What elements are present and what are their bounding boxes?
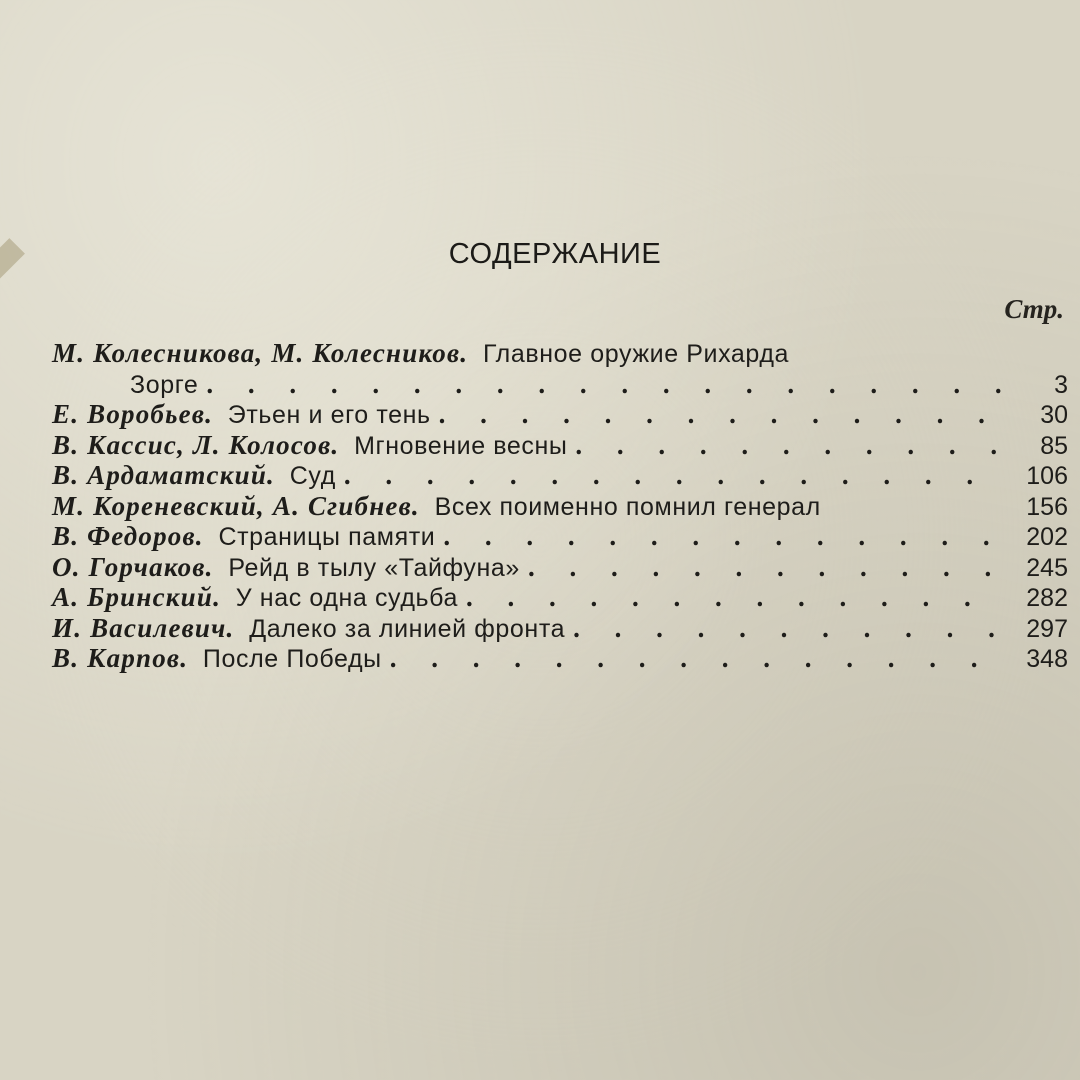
dot-leader — [390, 643, 1004, 674]
toc-entry — [52, 552, 1068, 583]
entry-title-continuation: Зорге — [130, 370, 199, 399]
entry-page-number: 3 — [1054, 370, 1068, 399]
entry-page-number: 245 — [1026, 553, 1068, 582]
page-column-label: Стр. — [1004, 294, 1064, 324]
entry-title: У нас одна судьба — [235, 584, 458, 612]
entry-author: В. Кассис, Л. Колосов. — [52, 429, 340, 460]
entry-title: Суд — [289, 462, 336, 490]
entry-title: После Победы — [202, 645, 382, 673]
entry-page-number: 30 — [1040, 401, 1068, 429]
entry-title: Всех поименно помнил генерал — [434, 492, 821, 521]
toc-entry — [52, 491, 1068, 522]
entry-page-number: 297 — [1026, 614, 1068, 643]
dot-leader — [466, 582, 1004, 613]
toc-entry — [52, 399, 1068, 430]
entry-author: Е. Воробьев. — [52, 399, 214, 429]
entry-author: И. Василевич. — [52, 612, 235, 643]
entry-author: О. Горчаков. — [52, 551, 214, 582]
dot-leader — [573, 613, 1004, 644]
dot-leader — [575, 430, 1004, 461]
entry-title: Страницы памяти — [218, 523, 436, 551]
entry-page-number: 156 — [1026, 492, 1068, 521]
entry-title: Мгновение весны — [354, 431, 568, 460]
dot-leader — [206, 369, 1004, 400]
entry-page-number: 106 — [1026, 462, 1068, 490]
entry-author: В. Карпов. — [52, 643, 189, 673]
entry-author: В. Федоров. — [52, 521, 204, 551]
entry-page-number: 202 — [1026, 523, 1068, 551]
entry-page-number: 348 — [1026, 645, 1068, 673]
toc-entry — [52, 338, 1068, 369]
dot-leader — [443, 521, 1004, 552]
toc-entry — [52, 460, 1068, 491]
toc-entry-continuation — [52, 369, 1068, 400]
entry-author: М. Колесникова, М. Колесников. — [52, 338, 469, 368]
toc-entry — [52, 582, 1068, 613]
entry-author: В. Ардаматский. — [52, 460, 276, 490]
toc-entry — [52, 430, 1068, 461]
entry-title: Рейд в тылу «Тайфуна» — [228, 553, 520, 582]
entry-page-number: 85 — [1040, 431, 1068, 460]
entry-page-number: 282 — [1026, 584, 1068, 612]
contents-heading: СОДЕРЖАНИЕ — [448, 238, 662, 270]
toc-entry — [52, 613, 1068, 644]
table-of-contents — [52, 338, 1068, 674]
entry-title: Этьен и его тень — [227, 401, 431, 429]
dot-leader — [439, 399, 1004, 430]
toc-entry — [52, 521, 1068, 552]
entry-author: А. Бринский. — [52, 582, 222, 612]
entry-author: М. Кореневский, А. Сгибнев. — [52, 490, 420, 521]
dot-leader — [528, 552, 1004, 583]
entry-title: Далеко за линией фронта — [249, 614, 566, 643]
entry-title: Главное оружие Рихарда — [482, 340, 790, 368]
toc-entry — [52, 643, 1068, 674]
dot-leader — [344, 460, 1004, 491]
